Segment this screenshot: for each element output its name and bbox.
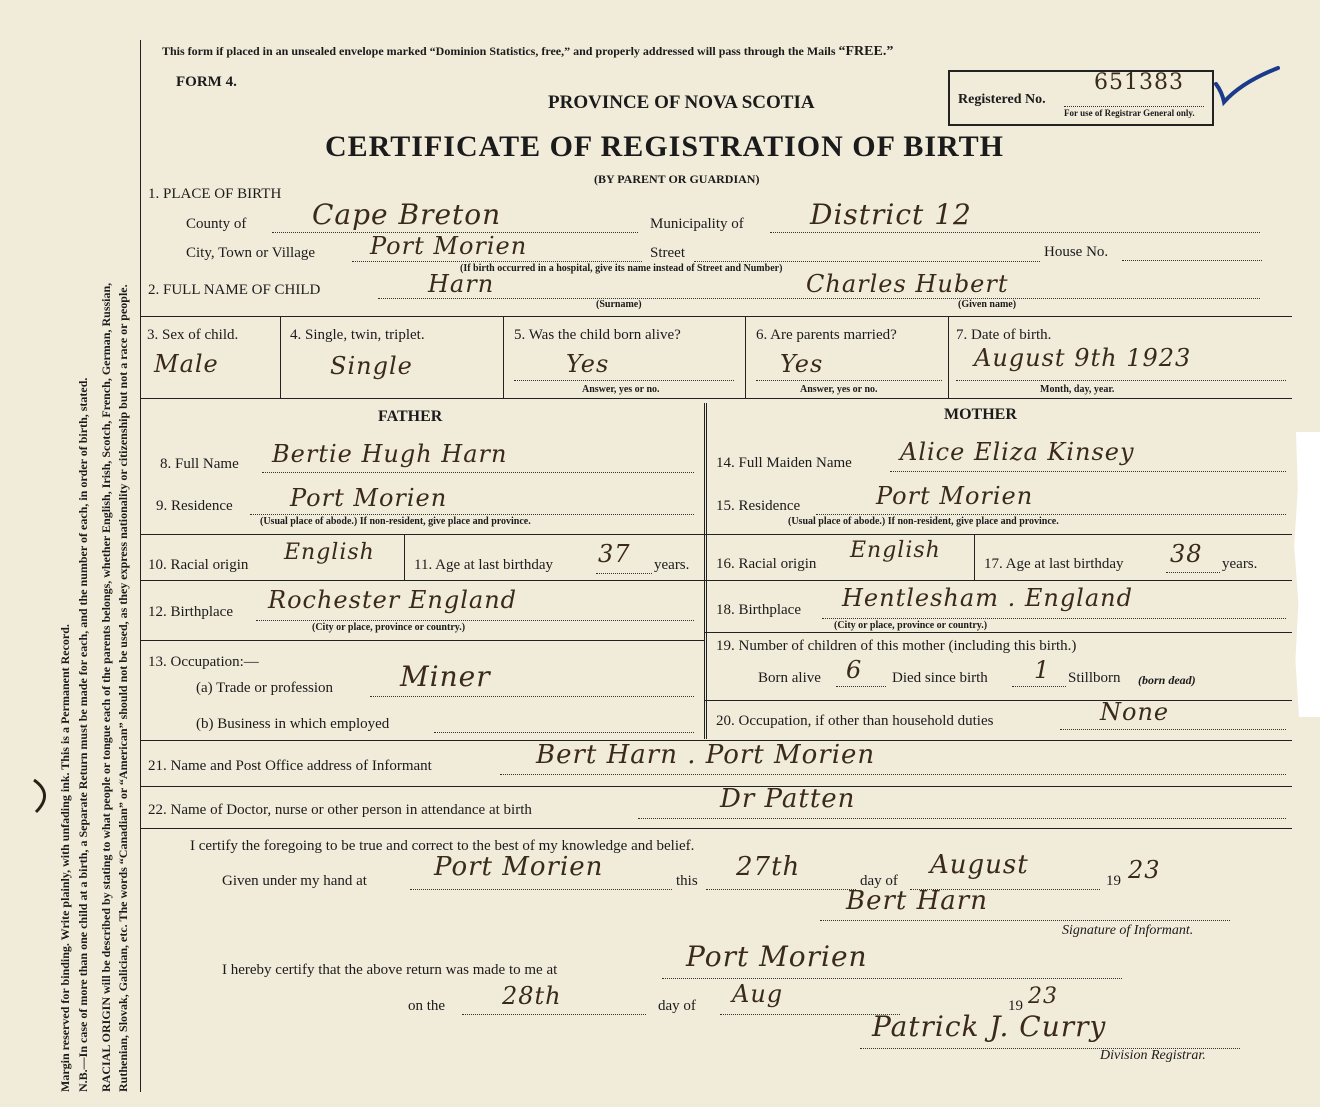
mother-years-label: years. (1222, 556, 1258, 572)
given-month-value: August (930, 850, 1029, 880)
mail-notice-text: This form if placed in an unsealed envelope marked “Dominion Statistics, free,” and properly addressed will pass through the Mails (162, 44, 839, 58)
registrar-place-value: Port Morien (686, 940, 868, 973)
city-value: Port Morien (370, 232, 528, 260)
informant-value: Bert Harn . Port Morien (536, 740, 876, 770)
father-divider-2 (140, 580, 704, 581)
father-years-label: years. (654, 557, 690, 573)
mother-residence-value: Port Morien (876, 482, 1034, 510)
mother-racial-label: 16. Racial origin (716, 556, 817, 572)
married-note: Answer, yes or no. (800, 384, 878, 395)
sex-label: 3. Sex of child. (147, 327, 239, 343)
father-age-value: 37 (598, 540, 631, 568)
father-divider-1 (140, 534, 704, 535)
province-heading: PROVINCE OF NOVA SCOTIA (548, 92, 815, 113)
business-label: (b) Business in which employed (196, 716, 390, 732)
born-alive-value: 6 (846, 656, 863, 684)
divider-4 (140, 786, 1292, 787)
father-birthplace-line (256, 620, 694, 621)
on-the-label: on the (408, 998, 446, 1014)
registrar-year-value: 23 (1028, 984, 1058, 1009)
father-racial-label: 10. Racial origin (148, 557, 249, 573)
informant-signature: Bert Harn (846, 886, 988, 916)
married-line (756, 380, 942, 381)
trade-line (370, 696, 694, 697)
born-alive-label: Born alive (758, 670, 821, 686)
mother-divider-1 (704, 534, 1292, 535)
father-name-value: Bertie Hugh Harn (272, 440, 508, 468)
checkmark-icon (1212, 62, 1282, 112)
mother-birthplace-line (822, 618, 1286, 619)
torn-edge (1290, 432, 1320, 717)
died-line (1012, 686, 1066, 687)
mother-birthplace-note: (City or place, province or country.) (834, 620, 988, 631)
given-day-line (706, 889, 856, 890)
dob-line (956, 380, 1286, 381)
given-year-prefix: 19 (1106, 873, 1121, 889)
given-place-line (410, 889, 672, 890)
divider-col-3 (745, 316, 746, 398)
plurality-value: Single (330, 352, 413, 380)
registered-note: For use of Registrar General only. (1064, 108, 1195, 118)
margin-note-4: Ruthenian, Slovak, Galician, etc. The words “Canadian” or “American” should not be used, as they express nationality or citizenship but not a race or people. (116, 284, 130, 1092)
doctor-value: Dr Patten (720, 784, 856, 814)
registered-label: Registered No. (958, 92, 1046, 107)
certificate-title: CERTIFICATE OF REGISTRATION OF BIRTH (325, 130, 1004, 163)
municipality-line (770, 232, 1260, 233)
margin-note-1: Margin reserved for binding. Write plainly, with unfading ink. This is a Permanent Record. (58, 624, 72, 1092)
mother-name-line (890, 471, 1286, 472)
registrar-month-value: Aug (732, 980, 784, 1008)
informant-label: 21. Name and Post Office address of Informant (148, 758, 432, 774)
mother-age-line (1166, 572, 1220, 573)
given-name-value: Charles Hubert (806, 270, 1009, 298)
mail-notice (162, 44, 893, 60)
father-birthplace-note: (City or place, province or country.) (312, 622, 466, 633)
registrar-signature-label: Division Registrar. (1100, 1048, 1206, 1063)
mother-occupation-line (1060, 729, 1286, 730)
margin-note-3: RACIAL ORIGIN will be described by stating to what people or tongue each of the parents belongs, whether English, Irish, Scotch, French, German, Russian, (99, 282, 113, 1092)
given-name-note: (Given name) (958, 299, 1017, 310)
registrar-year-prefix: 19 (1008, 998, 1023, 1014)
mother-birthplace-label: 18. Birthplace (716, 602, 801, 618)
dob-value: August 9th 1923 (974, 344, 1192, 372)
mother-age-label: 17. Age at last birthday (984, 556, 1124, 572)
mother-divider-3 (704, 632, 1292, 633)
left-border (140, 40, 141, 1092)
mother-occupation-value: None (1100, 698, 1170, 726)
father-name-label: 8. Full Name (160, 456, 239, 472)
mother-divider-4 (704, 700, 1292, 701)
divider-1 (140, 316, 1292, 317)
died-label: Died since birth (892, 670, 988, 686)
child-name-line (378, 298, 1260, 299)
dob-label: 7. Date of birth. (956, 327, 1052, 343)
form-number: FORM 4. (176, 74, 237, 90)
father-age-line (596, 573, 652, 574)
alive-note: Answer, yes or no. (582, 384, 660, 395)
given-under-label: Given under my hand at (222, 873, 367, 889)
doctor-line (638, 818, 1286, 819)
registered-line (1064, 106, 1204, 107)
house-line (1122, 260, 1262, 261)
married-label: 6. Are parents married? (756, 327, 897, 343)
child-name-label: 2. FULL NAME OF CHILD (148, 282, 321, 298)
plurality-label: 4. Single, twin, triplet. (290, 327, 425, 343)
mother-residence-note: (Usual place of abode.) If non-resident, give place and province. (788, 516, 1059, 527)
alive-value: Yes (566, 350, 610, 378)
father-birthplace-label: 12. Birthplace (148, 604, 233, 620)
trade-value: Miner (400, 660, 491, 693)
dob-note: Month, day, year. (1040, 384, 1115, 395)
mother-residence-label: 15. Residence (716, 498, 801, 514)
registrar-day-value: 28th (502, 982, 562, 1010)
divider-5 (140, 828, 1292, 829)
occupation-label: 13. Occupation:— (148, 654, 259, 670)
registrar-certify-text: I hereby certify that the above return was made to me at (222, 962, 558, 978)
doctor-label: 22. Name of Doctor, nurse or other person in attendance at birth (148, 802, 532, 818)
alive-line (514, 380, 734, 381)
mother-divider-col (974, 534, 975, 580)
certify-text: I certify the foregoing to be true and correct to the best of my knowledge and belief. (190, 838, 695, 854)
surname-value: Harn (428, 270, 495, 298)
father-divider-col (404, 534, 405, 580)
father-divider-3 (140, 640, 704, 641)
died-value: 1 (1034, 656, 1051, 684)
registrar-day-line (462, 1014, 646, 1015)
father-residence-value: Port Morien (290, 484, 448, 512)
certificate-subtitle: (BY PARENT OR GUARDIAN) (594, 172, 760, 186)
given-year-value: 23 (1128, 856, 1161, 884)
children-label: 19. Number of children of this mother (including this birth.) (716, 638, 1077, 654)
registered-number: 651383 (1094, 70, 1184, 95)
stillborn-label: Stillborn (1068, 670, 1121, 686)
trade-label: (a) Trade or profession (196, 680, 334, 696)
informant-signature-line (820, 920, 1230, 921)
mother-birthplace-value: Hentlesham . England (842, 584, 1133, 612)
father-racial-value: English (284, 540, 375, 565)
given-place-value: Port Morien (434, 852, 604, 882)
place-of-birth-label: 1. PLACE OF BIRTH (148, 186, 282, 202)
sex-value: Male (154, 350, 219, 378)
municipality-value: District 12 (810, 198, 972, 231)
mother-racial-value: English (850, 538, 941, 563)
given-day-of-label: day of (860, 873, 898, 889)
divider-2 (140, 398, 1292, 399)
registrar-place-line (662, 978, 1122, 979)
county-value: Cape Breton (312, 198, 502, 231)
informant-signature-label: Signature of Informant. (1062, 923, 1194, 938)
divider-col-1 (280, 316, 281, 398)
registrar-signature: Patrick J. Curry (872, 1010, 1107, 1043)
county-label: County of (186, 216, 247, 232)
father-residence-line (250, 514, 694, 515)
stillborn-note: (born dead) (1138, 673, 1196, 687)
informant-line (500, 774, 1286, 775)
alive-label: 5. Was the child born alive? (514, 327, 681, 343)
divider-col-4 (948, 316, 949, 398)
mother-occupation-label: 20. Occupation, if other than household duties (716, 713, 994, 729)
mail-notice-free: “FREE.” (838, 44, 894, 59)
street-line (694, 261, 1040, 262)
this-label: this (676, 873, 698, 889)
mother-divider-2 (704, 580, 1292, 581)
business-line (434, 732, 694, 733)
divider-col-2 (503, 316, 504, 398)
born-alive-line (836, 686, 886, 687)
municipality-label: Municipality of (650, 216, 744, 232)
house-label: House No. (1044, 244, 1109, 260)
father-residence-note: (Usual place of abode.) If non-resident, give place and province. (260, 516, 531, 527)
father-heading: FATHER (378, 408, 443, 425)
father-birthplace-value: Rochester England (268, 586, 518, 614)
surname-note: (Surname) (596, 299, 642, 310)
father-residence-label: 9. Residence (156, 498, 233, 514)
registrar-day-of-label: day of (658, 998, 696, 1014)
mother-name-label: 14. Full Maiden Name (716, 455, 852, 471)
mother-heading: MOTHER (944, 406, 1017, 423)
father-age-label: 11. Age at last birthday (414, 557, 553, 573)
city-label: City, Town or Village (186, 245, 316, 261)
given-day-value: 27th (736, 852, 801, 882)
divider-father-mother (704, 403, 707, 739)
margin-note-2: N.B.—In case of more than one child at a birth, a Separate Return must be made for each, and the number of each, in order of birth, stated. (76, 377, 90, 1092)
mother-residence-line (816, 514, 1286, 515)
father-name-line (262, 472, 694, 473)
mother-age-value: 38 (1170, 540, 1203, 568)
punch-hole-mark (28, 776, 58, 816)
hospital-note: (If birth occurred in a hospital, give its name instead of Street and Number) (460, 263, 783, 274)
mother-name-value: Alice Eliza Kinsey (900, 438, 1135, 466)
street-label: Street (650, 245, 685, 261)
married-value: Yes (780, 350, 824, 378)
city-line (352, 261, 642, 262)
